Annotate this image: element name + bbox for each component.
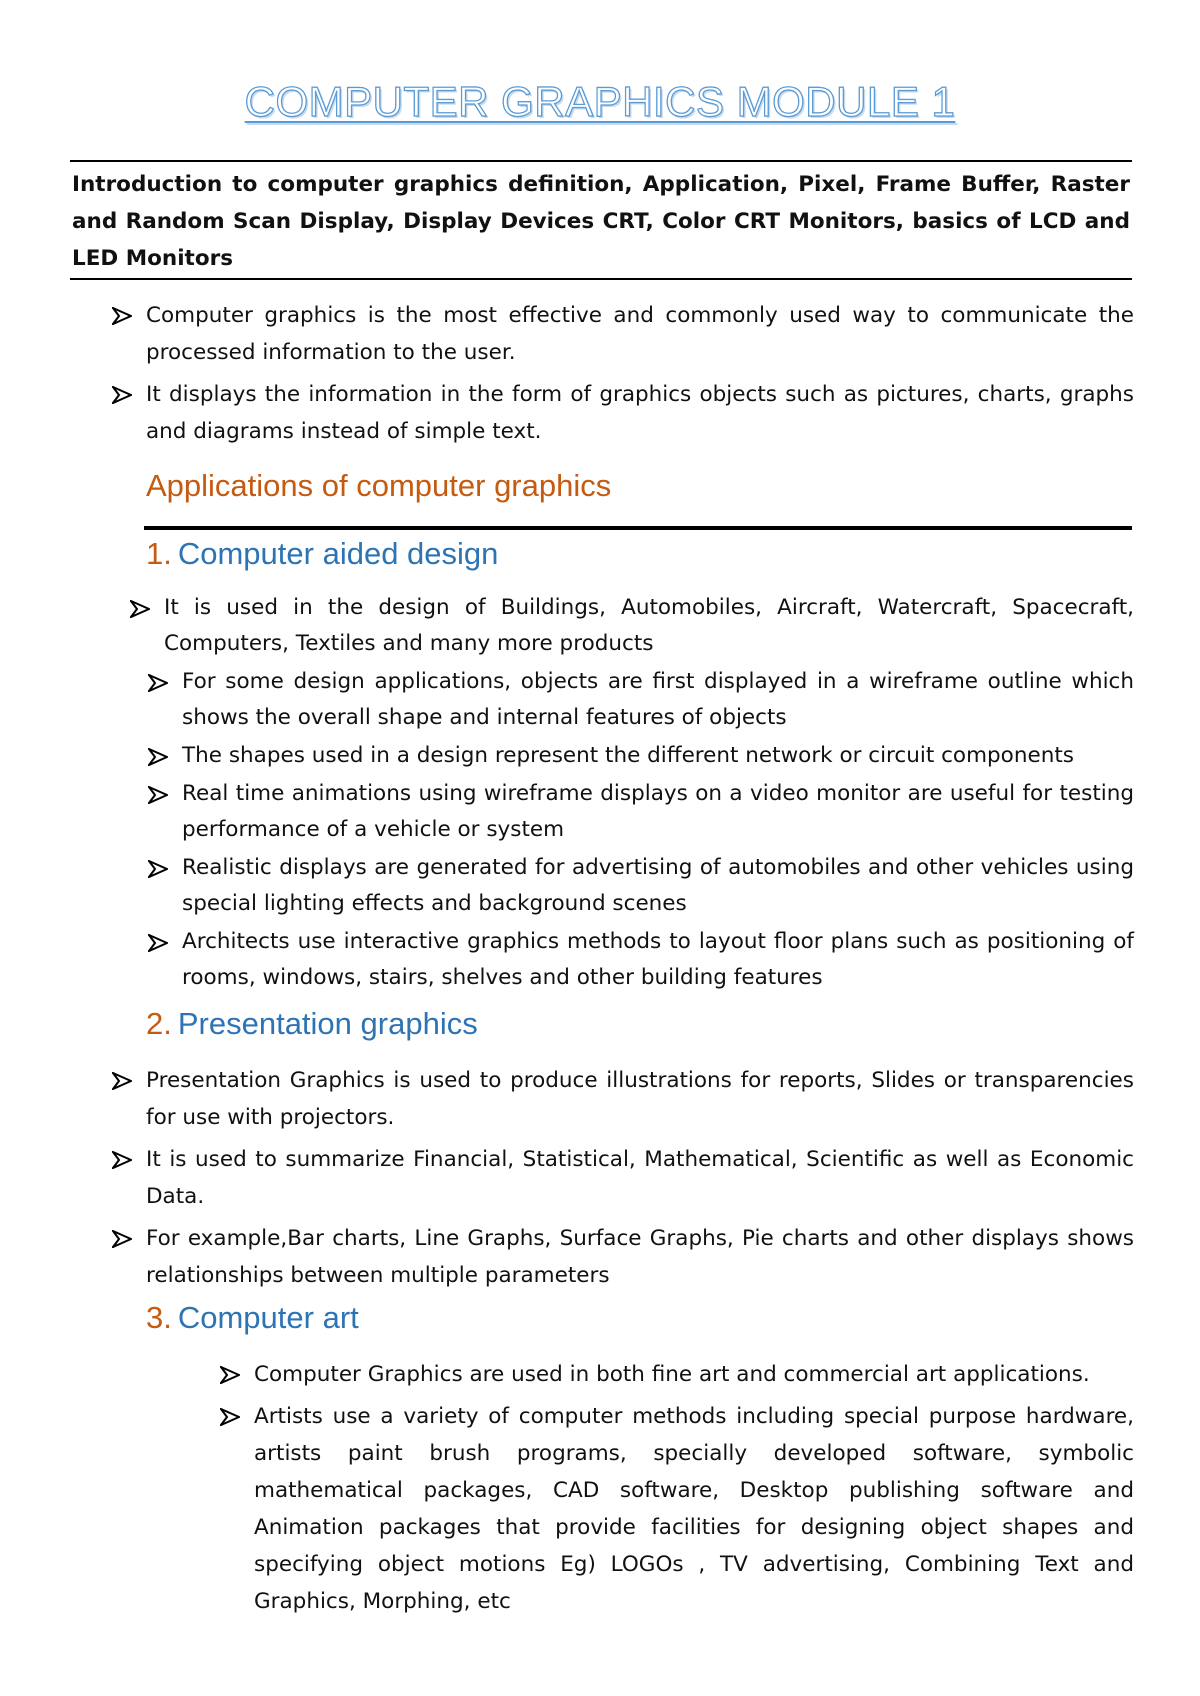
top-divider: [70, 160, 1132, 162]
arrow-bullet-icon: [112, 1062, 136, 1090]
presentation-bullet-list: [112, 1062, 1134, 1299]
arrow-bullet-icon: [148, 738, 172, 766]
cad-bullet-list: [148, 664, 1134, 998]
list-item: Computer Graphics are used in both fine art and commercial art applications.: [220, 1356, 1134, 1393]
arrow-bullet-icon: [112, 376, 136, 404]
list-item: Computer graphics is the most effective and commonly used way to communicate the processed information to the user.: [112, 297, 1134, 371]
computer-art-bullet-list: [220, 1356, 1134, 1625]
section-heading-computer-art: 3. Computer art: [146, 1300, 359, 1335]
list-item: It displays the information in the form of graphics objects such as pictures, charts, graphs and diagrams instead of simple text.: [112, 376, 1134, 450]
list-item: For example,Bar charts, Line Graphs, Surface Graphs, Pie charts and other displays shows relationships between multiple parameters: [112, 1220, 1134, 1294]
list-item: Presentation Graphics is used to produce illustrations for reports, Slides or transparencies for use with projectors.: [112, 1062, 1134, 1136]
list-item: It is used in the design of Buildings, Automobiles, Aircraft, Watercraft, Spacecraft, Computers, Textiles and many more products: [130, 590, 1134, 662]
page-title: COMPUTER GRAPHICS MODULE 1: [244, 78, 956, 125]
list-item: Real time animations using wireframe displays on a video monitor are useful for testing performance of a vehicle or system: [148, 776, 1134, 848]
arrow-bullet-icon: [148, 850, 172, 878]
arrow-bullet-icon: [148, 664, 172, 692]
applications-divider: [144, 526, 1132, 530]
arrow-bullet-icon: [112, 297, 136, 325]
section-heading-presentation: 2. Presentation graphics: [146, 1006, 478, 1041]
arrow-bullet-icon: [148, 776, 172, 804]
arrow-bullet-icon: [220, 1398, 244, 1426]
section-heading-cad: 1. Computer aided design: [146, 536, 499, 571]
arrow-bullet-icon: [112, 1141, 136, 1169]
cad-lead-list: [130, 590, 1134, 667]
list-item: It is used to summarize Financial, Statistical, Mathematical, Scientific as well as Economic Data.: [112, 1141, 1134, 1215]
list-item: Artists use a variety of computer methods including special purpose hardware, artists paint brush programs, specially developed software, symbolic mathematical packages, CAD software, Desktop publishing software and Animation packages that provide facilities for designing object shapes and specifying object motions Eg) LOGOs , TV advertising, Combining Text and Graphics, Morphing, etc: [220, 1398, 1134, 1620]
list-item: Realistic displays are generated for advertising of automobiles and other vehicles using special lighting effects and background scenes: [148, 850, 1134, 922]
syllabus-divider: [70, 278, 1132, 280]
list-item: The shapes used in a design represent the different network or circuit components: [148, 738, 1134, 774]
arrow-bullet-icon: [148, 924, 172, 952]
arrow-bullet-icon: [112, 1220, 136, 1248]
list-item: For some design applications, objects are first displayed in a wireframe outline which shows the overall shape and internal features of objects: [148, 664, 1134, 736]
intro-bullet-list: [112, 297, 1134, 455]
list-item: Architects use interactive graphics methods to layout floor plans such as positioning of rooms, windows, stairs, shelves and other building features: [148, 924, 1134, 996]
syllabus-summary: Introduction to computer graphics definition, Application, Pixel, Frame Buffer, Raster and Random Scan Display, Display Devices CRT, Color CRT Monitors, basics of LCD and LED Monitors: [72, 172, 1130, 271]
arrow-bullet-icon: [220, 1356, 244, 1384]
arrow-bullet-icon: [130, 590, 154, 618]
applications-heading: Applications of computer graphics: [146, 468, 612, 503]
